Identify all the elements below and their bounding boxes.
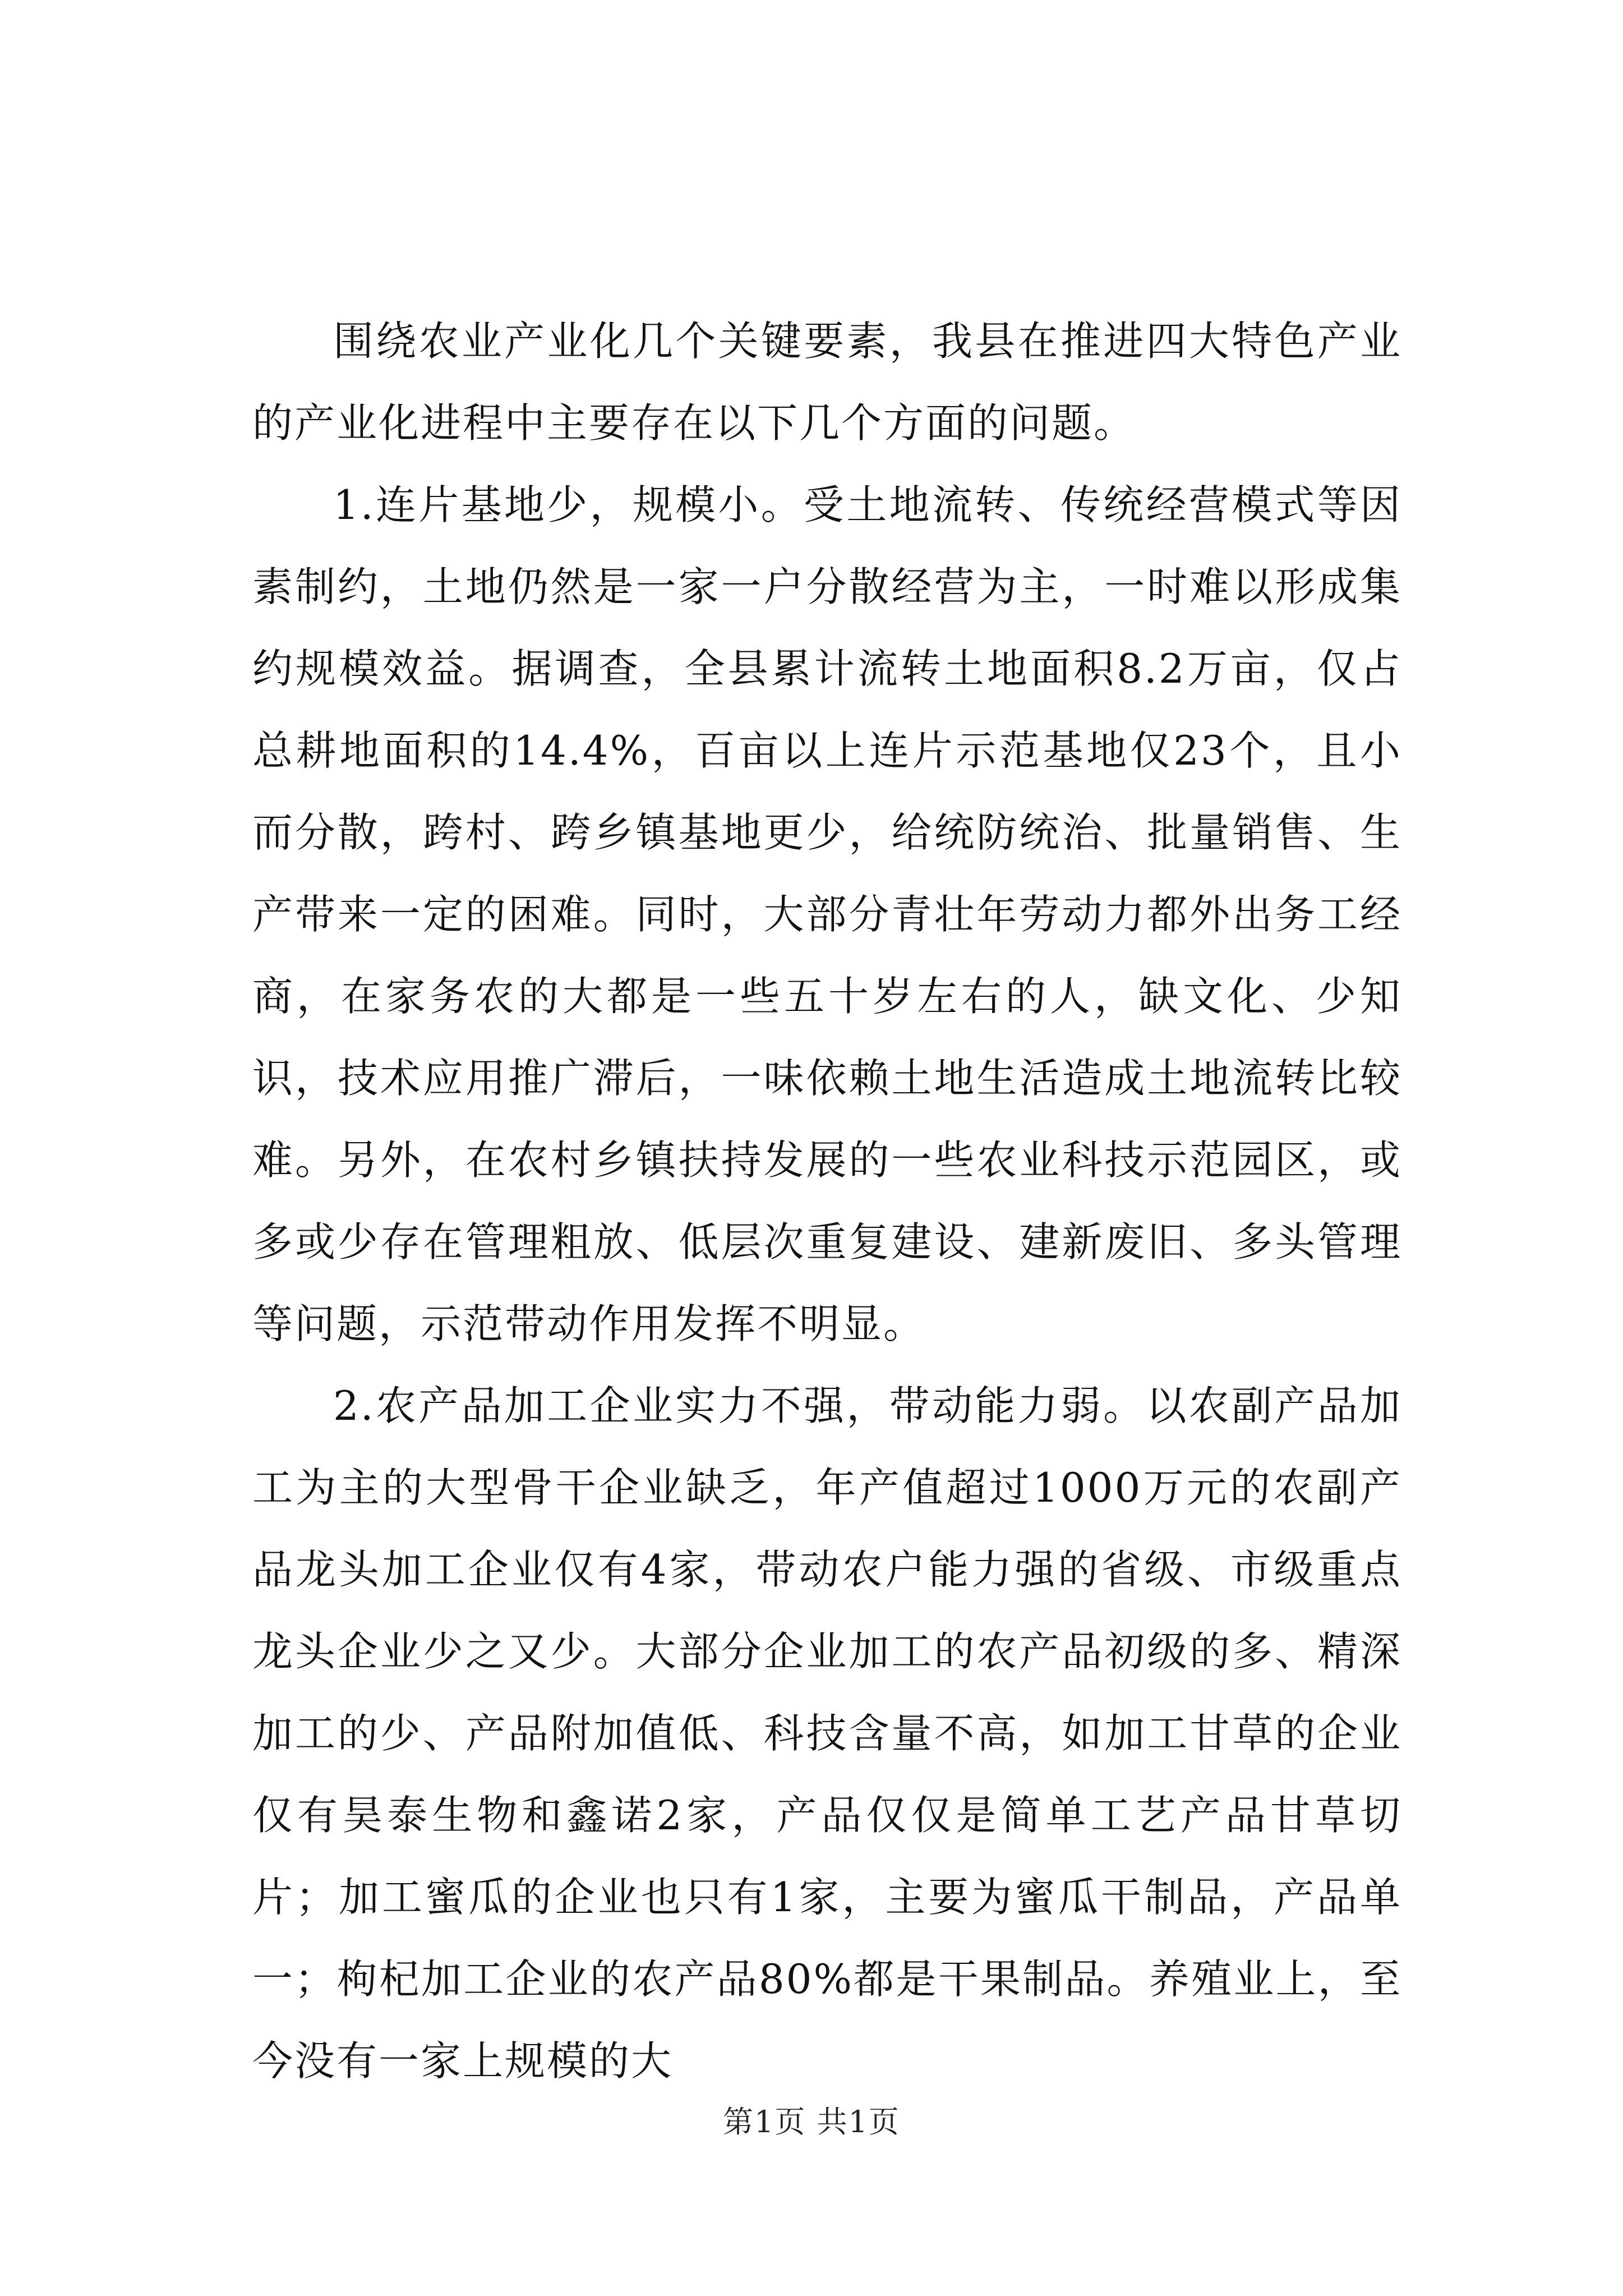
paragraph-item-1: 1.连片基地少，规模小。受土地流转、传统经营模式等因素制约，土地仍然是一家一户分散经营为主，一时难以形成集约规模效益。据调查，全县累计流转土地面积8.2万亩，仅占总耕地面积的14.4%，百亩以上连片示范基地仅23个，且小而分散，跨村、跨乡镇基地更少，给统防统治、批量销售、生产带来一定的困难。同时，大部分青壮年劳动力都外出务工经商，在家务农的大都是一些五十岁左右的人，缺文化、少知识，技术应用推广滞后，一味依赖土地生活造成土地流转比较难。另外，在农村乡镇扶持发展的一些农业科技示范园区，或多或少存在管理粗放、低层次重复建设、建新废旧、多头管理等问题，示范带动作用发挥不明显。 [252,481,1402,1347]
page-footer: 第1页 共1页 [723,2104,900,2139]
paragraph-intro: 围绕农业产业化几个关键要素，我县在推进四大特色产业的产业化进程中主要存在以下几个方面的问题。 [252,318,1402,447]
document-body [252,300,1402,2102]
paragraph-item-2: 2.农产品加工企业实力不强，带动能力弱。以农副产品加工为主的大型骨干企业缺乏，年产值超过1000万元的农副产品龙头加工企业仅有4家，带动农户能力强的省级、市级重点龙头企业少之又少。大部分企业加工的农产品初级的多、精深加工的少、产品附加值低、科技含量不高，如加工甘草的企业仅有昊泰生物和鑫诺2家，产品仅仅是简单工艺产品甘草切片；加工蜜瓜的企业也只有1家，主要为蜜瓜干制品，产品单一；枸杞加工企业的农产品80%都是干果制品。养殖业上，至今没有一家上规模的大 [252,1382,1402,2085]
